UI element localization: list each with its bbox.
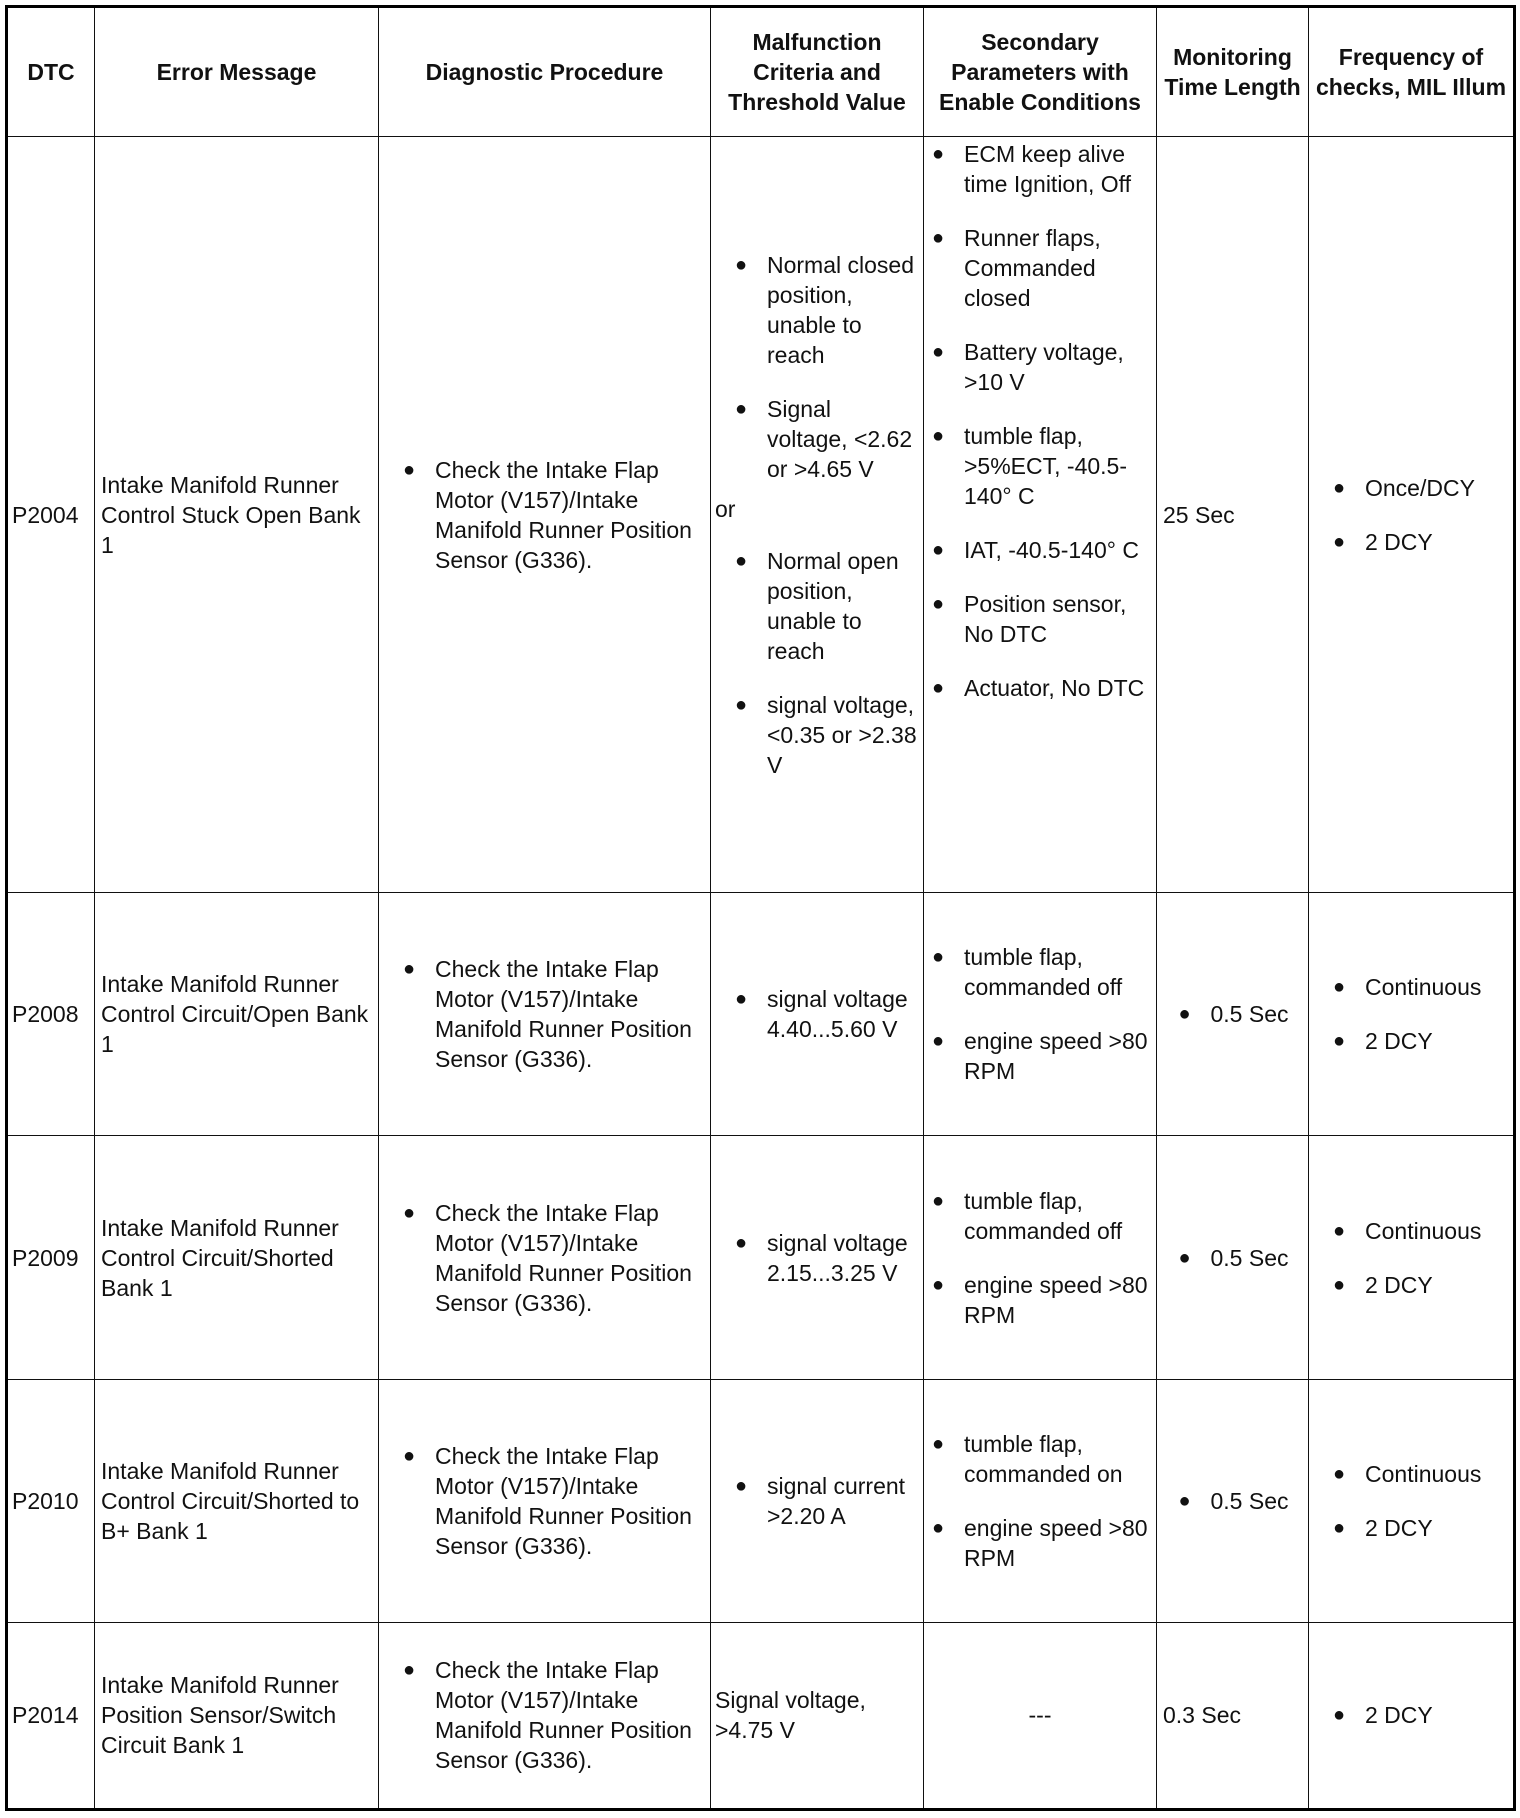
list-item: ● Check the Intake Flap Motor (V157)/Intake Manifold Runner Position Sensor (G336). xyxy=(401,1198,704,1318)
list-item: ● engine speed >80 RPM xyxy=(930,1513,1150,1573)
dtc-code: P2008 xyxy=(7,893,95,1136)
list-item: ● signal current >2.20 A xyxy=(733,1471,917,1531)
monitoring-time xyxy=(1157,1379,1309,1622)
monitoring-time xyxy=(1157,1136,1309,1379)
frequency xyxy=(1309,137,1515,893)
header-diagnostic-procedure: Diagnostic Procedure xyxy=(379,7,711,137)
list-item: ● Normal closed position, unable to reach xyxy=(733,250,917,370)
list-item: ● 0.5 Sec xyxy=(1177,999,1289,1029)
table-row xyxy=(7,1379,1515,1622)
error-message: Intake Manifold Runner Control Circuit/Shorted Bank 1 xyxy=(95,1136,379,1379)
frequency xyxy=(1309,893,1515,1136)
error-message: Intake Manifold Runner Control Circuit/Open Bank 1 xyxy=(95,893,379,1136)
monitoring-time: 0.3 Sec xyxy=(1157,1622,1309,1809)
list-item: ● 2 DCY xyxy=(1331,1513,1507,1543)
malfunction-criteria xyxy=(711,137,924,893)
header-malfunction-criteria: Malfunction Criteria and Threshold Value xyxy=(711,7,924,137)
header-monitoring-time: Monitoring Time Length xyxy=(1157,7,1309,137)
error-message: Intake Manifold Runner Control Stuck Open Bank 1 xyxy=(95,137,379,893)
list-item: ● Normal open position, unable to reach xyxy=(733,546,917,666)
table-row xyxy=(7,893,1515,1136)
list-item: ● signal voltage, <0.35 or >2.38 V xyxy=(733,690,917,780)
list-item: ● 2 DCY xyxy=(1331,527,1507,557)
malfunction-criteria xyxy=(711,893,924,1136)
header-dtc: DTC xyxy=(7,7,95,137)
list-item: ● Position sensor, No DTC xyxy=(930,589,1150,649)
list-item: ● Runner flaps, Commanded closed xyxy=(930,223,1150,313)
list-item: ● signal voltage 2.15...3.25 V xyxy=(733,1228,917,1288)
malfunction-criteria xyxy=(711,1379,924,1622)
list-item: ● engine speed >80 RPM xyxy=(930,1270,1150,1330)
list-item: ● Check the Intake Flap Motor (V157)/Intake Manifold Runner Position Sensor (G336). xyxy=(401,455,704,575)
secondary-parameters xyxy=(924,1379,1157,1622)
list-item: ● tumble flap, commanded on xyxy=(930,1429,1150,1489)
malfunction-criteria xyxy=(711,1136,924,1379)
list-item: ● tumble flap, >5%ECT, -40.5-140° C xyxy=(930,421,1150,511)
diagnostic-procedure xyxy=(379,893,711,1136)
list-item: ● 0.5 Sec xyxy=(1177,1486,1289,1516)
header-secondary-parameters: Secondary Parameters with Enable Conditions xyxy=(924,7,1157,137)
diagnostic-procedure xyxy=(379,137,711,893)
list-item: ● engine speed >80 RPM xyxy=(930,1026,1150,1086)
frequency xyxy=(1309,1136,1515,1379)
list-item: ● 2 DCY xyxy=(1331,1270,1507,1300)
dtc-code: P2009 xyxy=(7,1136,95,1379)
list-item: ● Check the Intake Flap Motor (V157)/Intake Manifold Runner Position Sensor (G336). xyxy=(401,1441,704,1561)
list-item: ● IAT, -40.5-140° C xyxy=(930,535,1150,565)
header-frequency: Frequency of checks, MIL Illum xyxy=(1309,7,1515,137)
list-item: ● 2 DCY xyxy=(1331,1700,1507,1730)
list-item: ● Continuous xyxy=(1331,1216,1507,1246)
frequency xyxy=(1309,1379,1515,1622)
list-item: ● tumble flap, commanded off xyxy=(930,942,1150,1002)
error-message: Intake Manifold Runner Control Circuit/Shorted to B+ Bank 1 xyxy=(95,1379,379,1622)
secondary-parameters xyxy=(924,1136,1157,1379)
list-item: ● Signal voltage, <2.62 or >4.65 V xyxy=(733,394,917,484)
list-item: ● Once/DCY xyxy=(1331,473,1507,503)
list-item: ● Check the Intake Flap Motor (V157)/Intake Manifold Runner Position Sensor (G336). xyxy=(401,1655,704,1775)
list-item: ● Check the Intake Flap Motor (V157)/Intake Manifold Runner Position Sensor (G336). xyxy=(401,954,704,1074)
list-item: ● 2 DCY xyxy=(1331,1026,1507,1056)
diagnostic-procedure xyxy=(379,1136,711,1379)
secondary-parameters xyxy=(924,137,1157,893)
frequency xyxy=(1309,1622,1515,1809)
list-item: ● Continuous xyxy=(1331,1459,1507,1489)
dtc-table xyxy=(5,5,1516,1811)
secondary-parameters: --- xyxy=(924,1622,1157,1809)
list-item: ● Battery voltage, >10 V xyxy=(930,337,1150,397)
monitoring-time: 25 Sec xyxy=(1157,137,1309,893)
table-row xyxy=(7,1622,1515,1809)
list-item: ● ECM keep alive time Ignition, Off xyxy=(930,139,1150,199)
secondary-parameters xyxy=(924,893,1157,1136)
list-item: ● signal voltage 4.40...5.60 V xyxy=(733,984,917,1044)
list-item: ● Actuator, No DTC xyxy=(930,673,1150,703)
malfunction-criteria: Signal voltage, >4.75 V xyxy=(711,1622,924,1809)
table-row xyxy=(7,137,1515,893)
dtc-code: P2004 xyxy=(7,137,95,893)
monitoring-time xyxy=(1157,893,1309,1136)
list-item: ● Continuous xyxy=(1331,972,1507,1002)
header-error-message: Error Message xyxy=(95,7,379,137)
header-row xyxy=(7,7,1515,137)
error-message: Intake Manifold Runner Position Sensor/Switch Circuit Bank 1 xyxy=(95,1622,379,1809)
dtc-code: P2014 xyxy=(7,1622,95,1809)
diagnostic-procedure xyxy=(379,1622,711,1809)
diagnostic-procedure xyxy=(379,1379,711,1622)
list-item: ● 0.5 Sec xyxy=(1177,1243,1289,1273)
table-row xyxy=(7,1136,1515,1379)
list-item: ● tumble flap, commanded off xyxy=(930,1186,1150,1246)
dtc-code: P2010 xyxy=(7,1379,95,1622)
or-separator: or xyxy=(715,495,736,522)
